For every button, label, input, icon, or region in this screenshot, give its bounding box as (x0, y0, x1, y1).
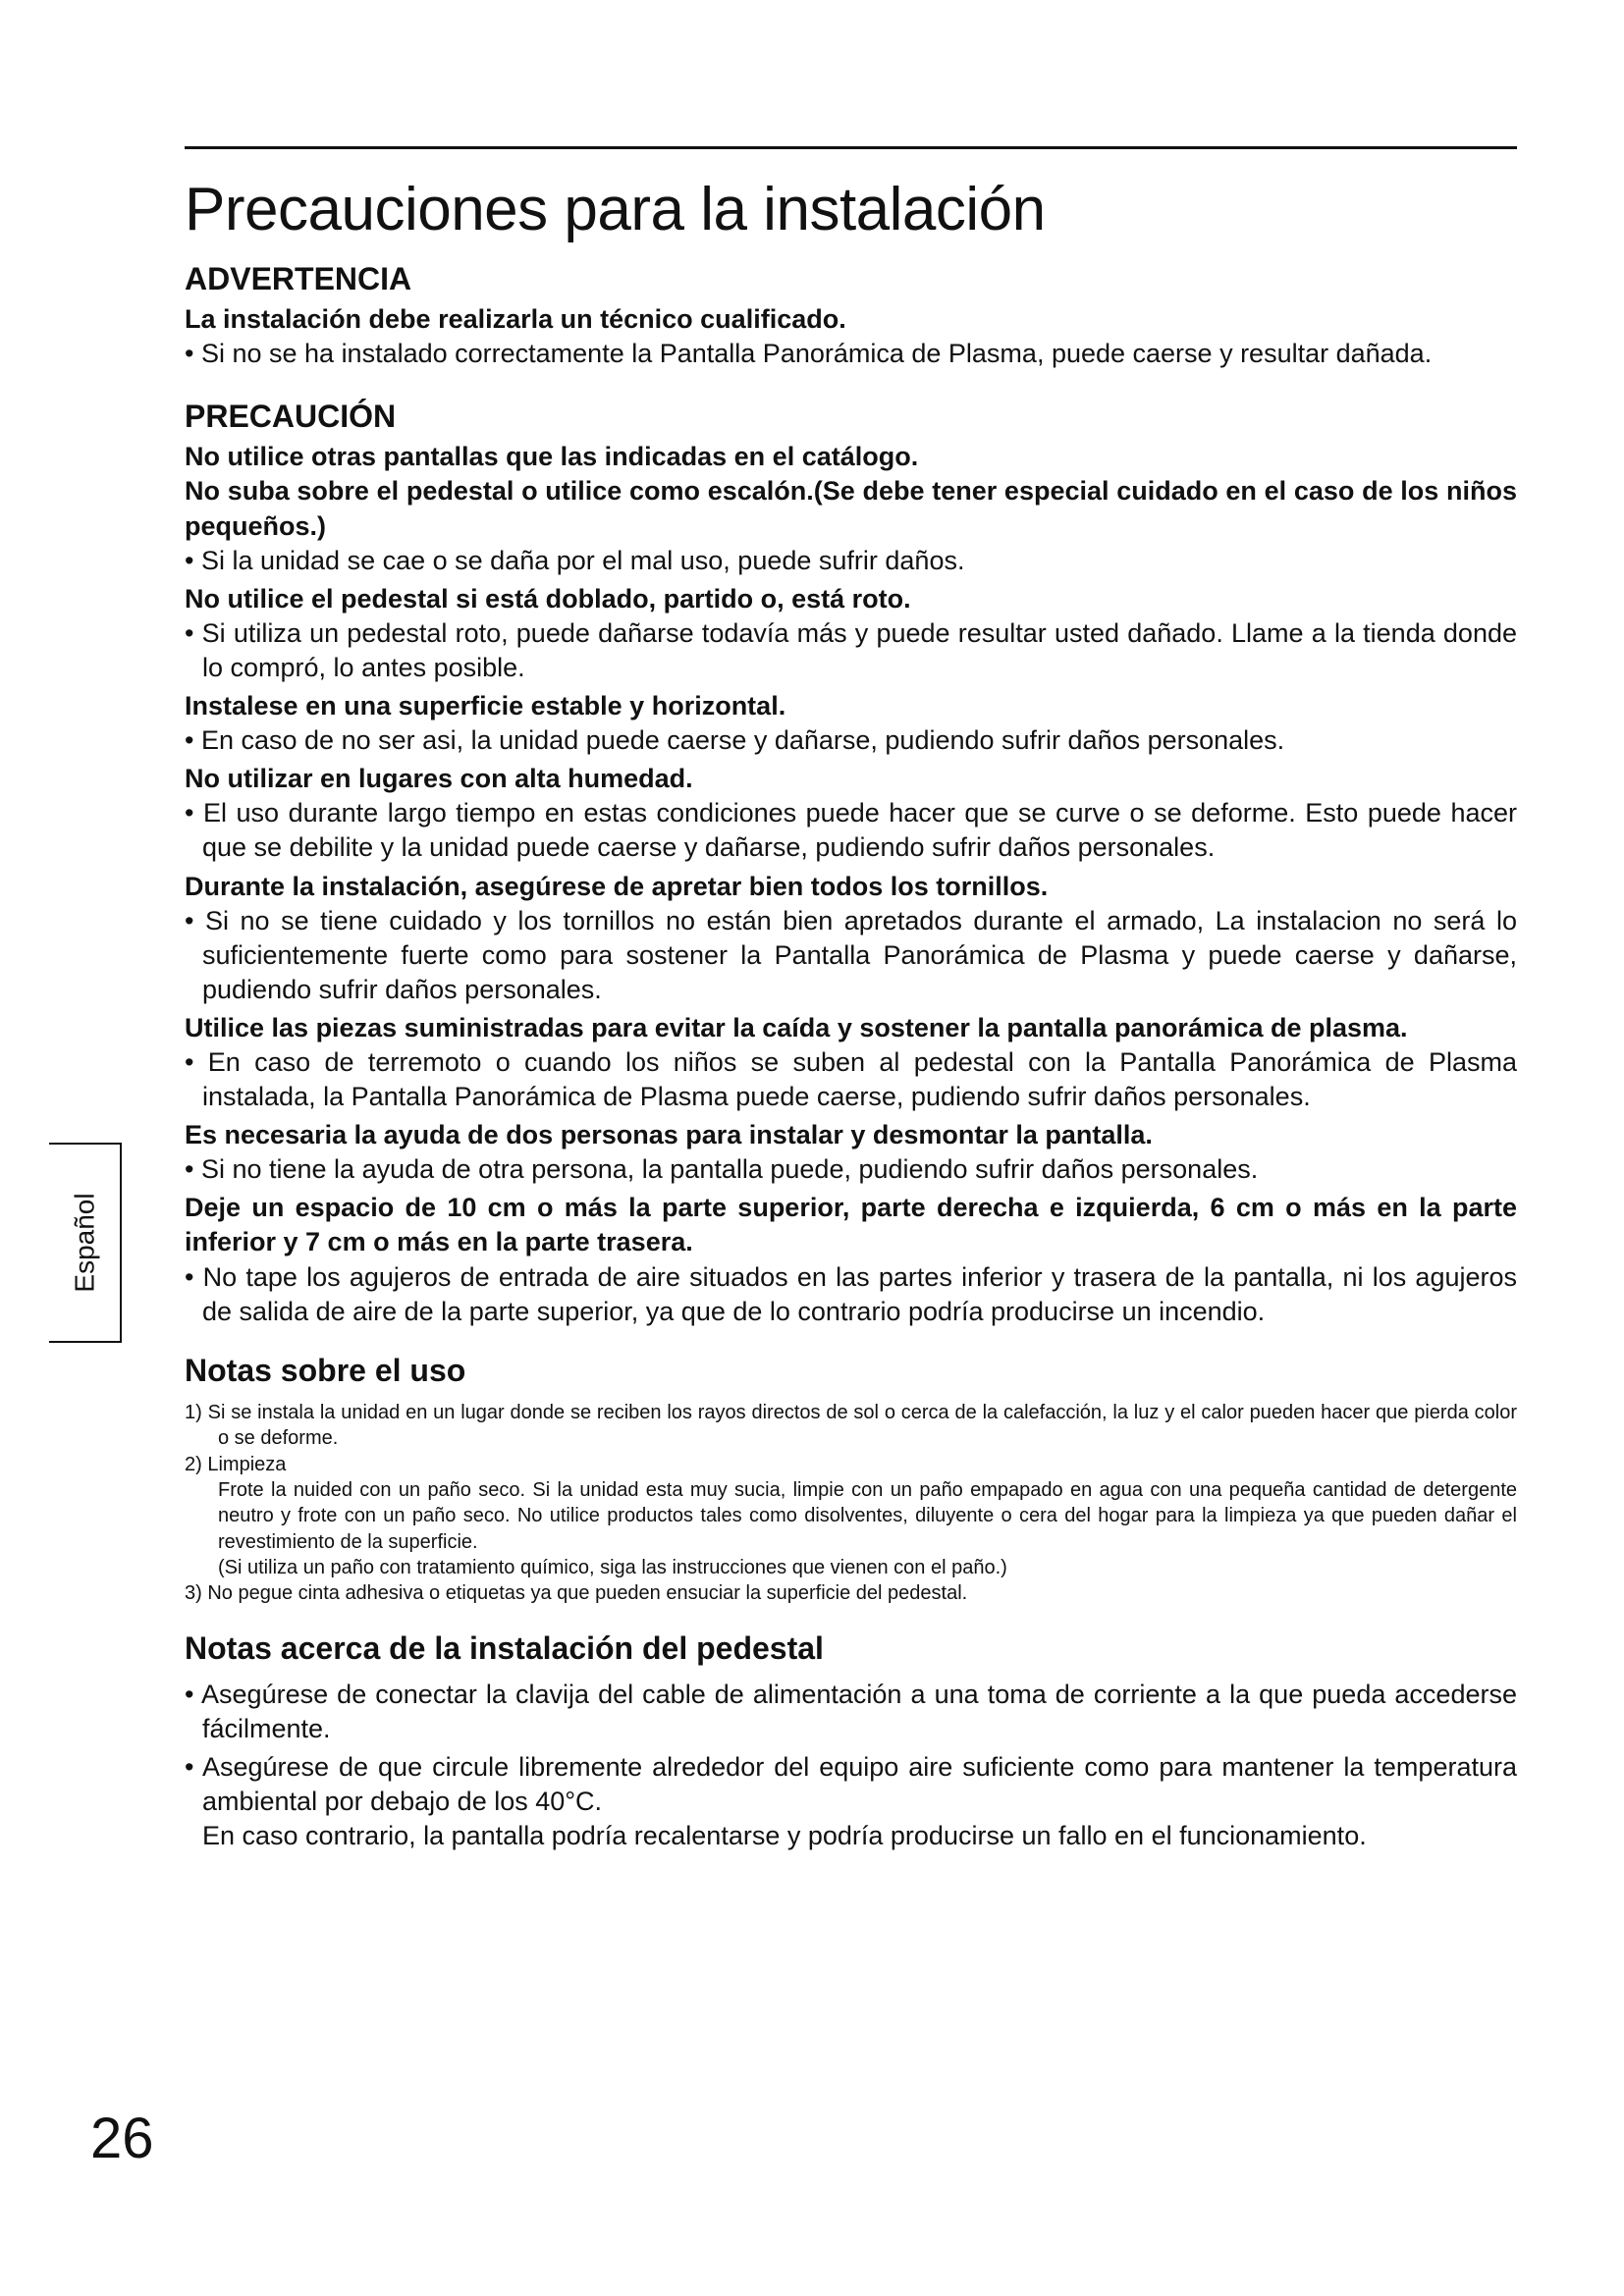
caution-item-bullet (185, 616, 1517, 685)
bullet-icon (185, 1752, 193, 1782)
caution-heading: PRECAUCIÓN (185, 399, 397, 435)
bullet-icon (185, 1680, 193, 1709)
usage-notes-section (185, 1351, 1517, 1607)
bullet-icon (185, 339, 193, 368)
usage-note-1: 1) Si se instala la unidad en un lugar donde se reciben los rayos directos de sol o cerca de la calefacción, la luz y el calor pueden hacer que pierda color o se deforme. (185, 1401, 1517, 1450)
pedestal-continuation: En caso contrario, la pantalla podría recalentarse y podría producirse un fallo en el funcionamiento. (202, 1821, 1367, 1851)
pedestal-bullet (185, 1678, 1517, 1746)
caution-bullet-text: En caso de no ser asi, la unidad puede caerse y dañarse, pudiendo sufrir daños personales. (200, 725, 1285, 756)
caution-item-bold: No utilizar en lugares con alta humedad. (185, 764, 693, 794)
bullet-icon (185, 1154, 193, 1184)
usage-note-2-title: 2) Limpieza (185, 1453, 287, 1475)
caution-item-bold: Instalese en una superficie estable y horizontal. (185, 691, 786, 721)
side-tab (49, 1143, 122, 1343)
bullet-icon (185, 1262, 193, 1292)
caution-item-bold: No suba sobre el pedestal o utilice como escalón.(Se debe tener especial cuidado en el caso de los niños pequeños.) (185, 476, 1517, 541)
caution-item-bullet (185, 1045, 1517, 1114)
caution-bullet-text: El uso durante largo tiempo en estas condiciones puede hacer que se curve o se deforme. Esto puede hacer que se debilite y la unidad puede caerse y dañarse, pudiendo sufrir daños personales. (202, 798, 1517, 863)
usage-note-3: 3) No pegue cinta adhesiva o etiquetas ya que pueden ensuciar la superficie del pedestal. (185, 1582, 968, 1605)
pedestal-notes-heading: Notas acerca de la instalación del pedestal (185, 1629, 824, 1666)
caution-item-bullet (185, 723, 1517, 758)
top-rule (185, 146, 1517, 149)
caution-item-bullet (185, 796, 1517, 865)
caution-item-bold: Utilice las piezas suministradas para evitar la caída y sostener la pantalla panorámica de plasma. (185, 1012, 1408, 1042)
caution-bullet-text: Si la unidad se cae o se daña por el mal uso, puede sufrir daños. (200, 545, 965, 575)
page-number: 26 (90, 2107, 154, 2170)
pedestal-bullet-text: Asegúrese de conectar la clavija del cable de alimentación a una toma de corriente a la que pueda accederse fácilmente. (201, 1679, 1517, 1743)
caution-bullet-text: No tape los agujeros de entrada de aire situados en las partes inferior y trasera de la pantalla, ni los agujeros de salida de aire de la parte superior, ya que de lo contrario podría producirse un incendio. (202, 1261, 1517, 1326)
bullet-icon (185, 546, 193, 575)
caution-item-bold: Deje un espacio de 10 cm o más la parte superior, parte derecha e izquierda, 6 cm o más en la parte inferior y 7 cm o más en la parte trasera. (185, 1193, 1517, 1257)
usage-notes-heading: Notas sobre el uso (185, 1352, 466, 1388)
caution-item-bold: Durante la instalación, asegúrese de apretar bien todos los tornillos. (185, 871, 1049, 901)
caution-bullet-text: Si utiliza un pedestal roto, puede dañarse todavía más y puede resultar usted dañado. Llame a la tienda donde lo compró, lo antes posible. (201, 617, 1517, 682)
warning-section (185, 259, 1517, 371)
bullet-icon (185, 798, 193, 828)
bullet-icon (185, 1047, 193, 1077)
caution-item-bullet (185, 1152, 1517, 1187)
warning-bullet-text: Si no se ha instalado correctamente la Pantalla Panorámica de Plasma, puede caerse y resultar dañada. (200, 339, 1433, 369)
caution-item-bullet (185, 1260, 1517, 1329)
caution-item-bullet (185, 904, 1517, 1007)
warning-bullet (185, 337, 1517, 371)
bullet-icon (185, 618, 193, 648)
usage-note-2-aside: (Si utiliza un paño con tratamiento químico, siga las instrucciones que vienen con el paño.) (218, 1557, 1007, 1579)
caution-bullet-text: Si no se tiene cuidado y los tornillos no están bien apretados durante el armado, La instalacion no será lo suficientemente fuerte como para sostener la Pantalla Panorámica de Plasma y puede caerse y dañarse, pudiendo sufrir daños personales. (202, 905, 1517, 1004)
caution-item-bold: No utilice el pedestal si está doblado, partido o, está roto. (185, 583, 911, 614)
page-content (185, 177, 1517, 1853)
caution-item-bold: Es necesaria la ayuda de dos personas para instalar y desmontar la pantalla. (185, 1120, 1153, 1150)
page-title: Precauciones para la instalación (185, 176, 1046, 243)
warning-heading: ADVERTENCIA (185, 261, 412, 297)
caution-bullet-text: En caso de terremoto o cuando los niños se suben al pedestal con la Pantalla Panorámica de Plasma instalada, la Pantalla Panorámica de Plasma puede caerse, pudiendo sufrir daños personales. (202, 1046, 1517, 1112)
caution-bullet-text: Si no tiene la ayuda de otra persona, la pantalla puede, pudiendo sufrir daños personales. (200, 1154, 1259, 1185)
caution-item-bullet (185, 544, 1517, 578)
usage-note-2-body: Frote la nuided con un paño seco. Si la unidad esta muy sucia, limpie con un paño empapado en agua con una pequeña cantidad de detergente neutro y frote con un paño seco. No utilice productos tales como disolventes, diluyente o cera del hogar para la limpieza ya que pueden dañar el revestimiento de la superficie. (218, 1478, 1517, 1553)
pedestal-bullet-text: Asegúrese de que circule libremente alrededor del equipo aire suficiente como para mantener la temperatura ambiental por debajo de los 40°C. (201, 1752, 1517, 1817)
caution-item-bold: No utilice otras pantallas que las indicadas en el catálogo. (185, 442, 919, 472)
bullet-icon (185, 725, 193, 755)
pedestal-bullet (185, 1750, 1517, 1819)
caution-section (185, 397, 1517, 1328)
pedestal-notes-section (185, 1629, 1517, 1853)
warning-bold: La instalación debe realizarla un técnico cualificado. (185, 304, 846, 335)
bullet-icon (185, 906, 193, 935)
side-tab-label: Español (70, 1193, 100, 1293)
